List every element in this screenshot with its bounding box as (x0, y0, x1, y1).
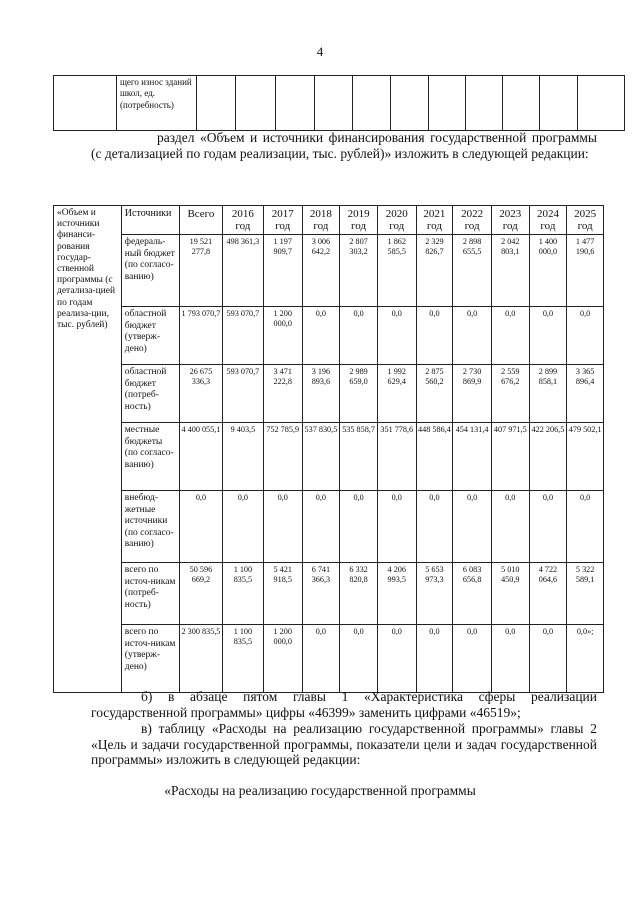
row-year-value: 5 010 450,9 (491, 563, 529, 625)
header-year: 2025 год (567, 206, 604, 235)
row-year-value: 0,0 (453, 491, 492, 563)
header-year: 2019 год (340, 206, 378, 235)
row-year-value: 6 332 820,8 (340, 563, 378, 625)
row-year-value: 3 365 896,4 (567, 365, 604, 423)
row-year-value: 0,0 (567, 307, 604, 365)
row-year-value: 6 083 656,8 (453, 563, 492, 625)
header-year: 2016 год (222, 206, 263, 235)
row-year-value: 422 206,5 (529, 423, 567, 491)
row-year-value: 448 586,4 (416, 423, 453, 491)
table-row (54, 625, 604, 693)
row-year-value: 0,0 (416, 307, 453, 365)
row-year-value: 3 471 222,8 (263, 365, 302, 423)
table-cell (353, 76, 391, 131)
table-cell (276, 76, 315, 131)
row-year-value: 351 778,6 (377, 423, 416, 491)
header-year: 2021 год (416, 206, 453, 235)
row-year-value: 0,0 (377, 307, 416, 365)
row-year-value: 5 421 918,5 (263, 563, 302, 625)
header-sources: Источники (121, 206, 179, 235)
header-year: 2017 год (263, 206, 302, 235)
row-source: местные бюджеты (по согласо-ванию) (121, 423, 179, 491)
continuation-table (53, 75, 625, 131)
row-year-value: 0,0 (453, 625, 492, 693)
row-year-value: 2 898 655,5 (453, 235, 492, 307)
row-year-value: 0,0 (529, 491, 567, 563)
row-year-value: 3 196 893,6 (302, 365, 340, 423)
row-year-value: 535 858,7 (340, 423, 378, 491)
row-year-value: 0,0 (377, 491, 416, 563)
header-total: Всего (179, 206, 222, 235)
table-row (54, 563, 604, 625)
row-year-value: 1 200 000,0 (263, 625, 302, 693)
row-year-value: 479 502,1 (567, 423, 604, 491)
row-source: федераль-ный бюджет (по согласо-ванию) (121, 235, 179, 307)
row-year-value: 0,0 (302, 491, 340, 563)
row-year-value: 0,0 (340, 307, 378, 365)
row-year-value: 9 403,5 (222, 423, 263, 491)
table-header-row (54, 206, 604, 235)
row-year-value: 1 400 000,0 (529, 235, 567, 307)
table-cell (578, 76, 625, 131)
row-year-value: 1 100 835,5 (222, 563, 263, 625)
row-year-value: 0,0 (567, 491, 604, 563)
row-year-value: 2 875 560,2 (416, 365, 453, 423)
row-total: 4 400 055,1 (179, 423, 222, 491)
page-number: 4 (316, 44, 324, 59)
row-year-value: 752 785,9 (263, 423, 302, 491)
row-year-value: 0,0 (529, 307, 567, 365)
paragraph-section-replacement: раздел «Объем и источники финансирования государственной программы (с детализацией по годам реализации, тыс. рублей)» изложить в следующей редакции: (91, 130, 597, 161)
table-cell (236, 76, 276, 131)
row-total: 50 596 669,2 (179, 563, 222, 625)
row-source: областной бюджет (потреб-ность) (121, 365, 179, 423)
table-row (54, 423, 604, 491)
row-year-value: 0,0 (529, 625, 567, 693)
row-year-value: 1 477 190,6 (567, 235, 604, 307)
row-total: 2 300 835,5 (179, 625, 222, 693)
row-source: всего по источ-никам (утверж-дено) (121, 625, 179, 693)
row-year-value: 2 042 803,1 (491, 235, 529, 307)
row-year-value: 2 329 826,7 (416, 235, 453, 307)
row-year-value: 454 131,4 (453, 423, 492, 491)
row-year-value: 2 559 676,2 (491, 365, 529, 423)
table-cell (466, 76, 503, 131)
row-total: 26 675 336,3 (179, 365, 222, 423)
row-year-value: 0,0 (340, 625, 378, 693)
header-year: 2022 год (453, 206, 492, 235)
table-row (54, 307, 604, 365)
row-year-value: 0,0 (222, 491, 263, 563)
row-year-value: 407 971,5 (491, 423, 529, 491)
row-total: 0,0 (179, 491, 222, 563)
table-cell (540, 76, 578, 131)
table-cell (197, 76, 236, 131)
table-row (54, 365, 604, 423)
paragraph-item-v: в) таблицу «Расходы на реализацию государственной программы» главы 2 «Цель и задачи государственной программы, показатели цели и задач государственной программы» изложить в следующей редакции: (91, 721, 597, 767)
row-year-value: 4 722 064,6 (529, 563, 567, 625)
row-year-value: 498 361,3 (222, 235, 263, 307)
row-year-value: 0,0 (453, 307, 492, 365)
header-year: 2023 год (491, 206, 529, 235)
row-year-value: 1 992 629,4 (377, 365, 416, 423)
header-year: 2018 год (302, 206, 340, 235)
table-cell (429, 76, 466, 131)
table-row (54, 491, 604, 563)
row-total: 19 521 277,8 (179, 235, 222, 307)
row-year-value: 0,0 (302, 307, 340, 365)
row-source: всего по источ-никам (потреб-ность) (121, 563, 179, 625)
row-year-value: 4 206 993,5 (377, 563, 416, 625)
row-year-value: 0,0 (491, 491, 529, 563)
row-year-value: 0,0 (340, 491, 378, 563)
row-year-value: 0,0 (416, 491, 453, 563)
table-cell (315, 76, 353, 131)
table-row-label: «Объем и источники финанси-рования государ-ственной программы (с детализа-цией по годам реализа-ции, тыс. рублей) (54, 206, 122, 693)
paragraph-item-b: б) в абзаце пятом главы 1 «Характеристика сферы реализации государственной программы» цифры «46399» заменить цифрами «46519»; (91, 689, 597, 720)
row-year-value: 2 730 869,9 (453, 365, 492, 423)
row-year-value: 0,0 (491, 625, 529, 693)
header-year: 2020 год (377, 206, 416, 235)
row-year-value: 3 006 642,2 (302, 235, 340, 307)
expenses-heading: «Расходы на реализацию государственной программы (164, 783, 476, 798)
row-year-value: 0,0 (263, 491, 302, 563)
row-year-value: 0,0 (491, 307, 529, 365)
row-year-value: 1 100 835,5 (222, 625, 263, 693)
row-total: 1 793 070,7 (179, 307, 222, 365)
row-year-value: 537 830,5 (302, 423, 340, 491)
row-year-value: 0,0 (302, 625, 340, 693)
financing-table (53, 205, 604, 693)
row-year-value: 1 200 000,0 (263, 307, 302, 365)
row-year-value: 2 989 659,0 (340, 365, 378, 423)
table-cell (54, 76, 117, 131)
table-cell-indicator: щего износ зданий школ, ед. (потребность) (117, 76, 197, 131)
row-source: областной бюджет (утверж-дено) (121, 307, 179, 365)
row-source: внебюд-жетные источники (по согласо-ванию) (121, 491, 179, 563)
row-year-value: 2 899 858,1 (529, 365, 567, 423)
table-cell (391, 76, 429, 131)
row-year-value: 593 070,7 (222, 365, 263, 423)
row-year-value: 0,0»; (567, 625, 604, 693)
row-year-value: 0,0 (416, 625, 453, 693)
header-year: 2024 год (529, 206, 567, 235)
table-cell (503, 76, 540, 131)
row-year-value: 593 070,7 (222, 307, 263, 365)
row-year-value: 5 653 973,3 (416, 563, 453, 625)
row-year-value: 1 197 909,7 (263, 235, 302, 307)
table-row (54, 235, 604, 307)
row-year-value: 0,0 (377, 625, 416, 693)
row-year-value: 1 862 585,5 (377, 235, 416, 307)
row-year-value: 2 807 303,2 (340, 235, 378, 307)
row-year-value: 5 322 589,1 (567, 563, 604, 625)
row-year-value: 6 741 366,3 (302, 563, 340, 625)
